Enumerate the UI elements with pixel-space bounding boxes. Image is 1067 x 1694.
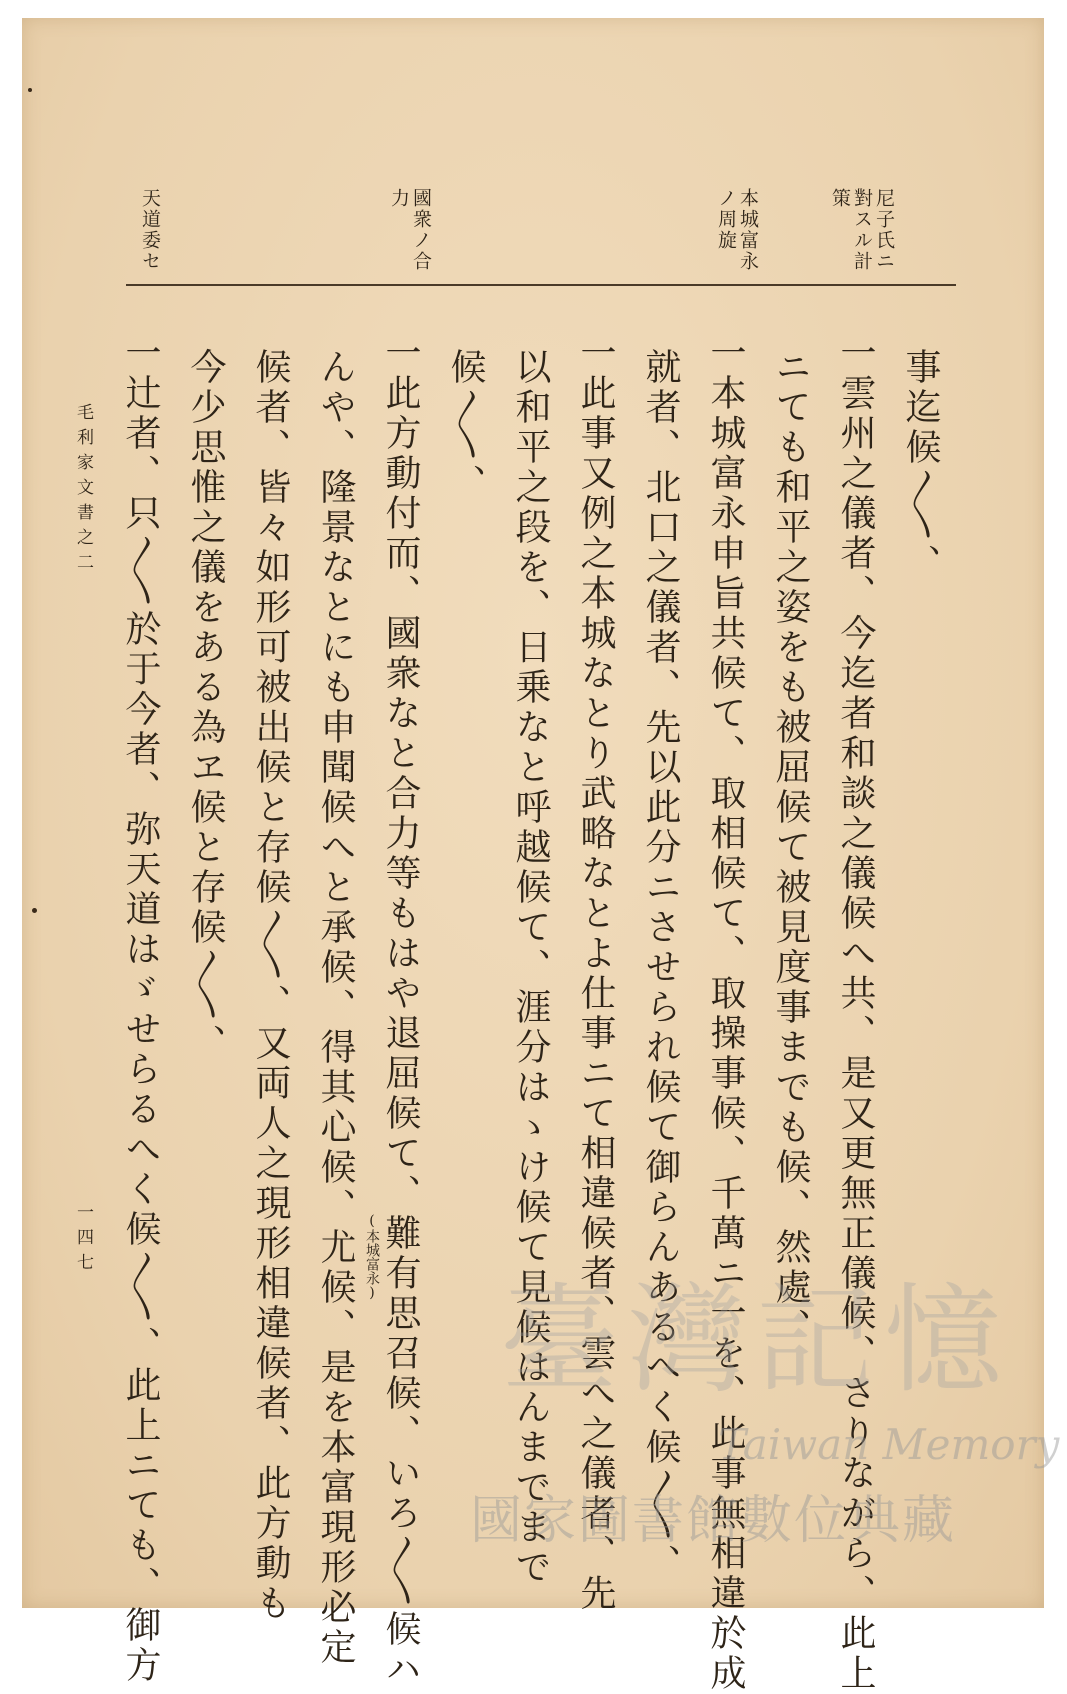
body-column: 候者、皆々如形可被出候と存候〳〵、又両人之現形相違候者、此方動も <box>250 348 291 1624</box>
body-column: 候〳〵、 <box>445 348 486 504</box>
margin-note: 力 <box>388 188 410 209</box>
inline-annotation: (本城富永) <box>364 1213 380 1301</box>
watermark-chinese: 國家圖書館數位典藏 <box>470 1491 957 1551</box>
header-rule <box>126 284 956 286</box>
body-column: 事迄候〳〵、 <box>900 348 941 584</box>
body-column: 一辻者、只〳〵於于今者、弥天道はゞせらるへく候〳〵、此上ニても、御方 <box>120 334 161 1686</box>
body-column: 一雲州之儀者、今迄者和談之儀候へ共、是又更無正儀候、さりながら、此上 <box>835 334 876 1694</box>
ink-speck <box>28 88 32 92</box>
body-column: 一本城富永申旨共候て、取相候て、取操事候、千萬ニ一を、此事無相違於成 <box>705 334 746 1694</box>
margin-note: 本城富永 <box>737 188 759 272</box>
ink-speck <box>32 908 37 913</box>
body-column: 一此方動付而、國衆なと合力等もはや退屈候て、難有思召候、いろ〳〵候ハ <box>380 334 421 1690</box>
margin-note: 對スル計 <box>851 188 873 272</box>
margin-note: 天道委セ <box>139 188 161 272</box>
margin-note: ノ周旋 <box>715 188 737 251</box>
margin-note: 國衆ノ合 <box>410 188 432 272</box>
watermark-logo: 臺灣記憶 <box>500 1271 1013 1409</box>
page-number: 一四七 <box>73 1203 93 1278</box>
body-column: 今少思惟之儀をある為ヱ候と存候〳〵、 <box>185 348 226 1064</box>
body-column: んや、隆景なとにも申聞候へと承候、得其心候、尤候、是を本富現形必定 <box>315 348 356 1668</box>
book-title: 毛利家文書之二 <box>73 403 93 578</box>
margin-note: 策 <box>829 188 851 209</box>
watermark-english: Taiwan Memory <box>718 1420 1060 1469</box>
body-column: ニても和平之姿をも被屈候て被見度事までも候、然處、 <box>770 348 811 1348</box>
margin-note: 尼子氏ニ <box>873 188 895 272</box>
body-column: 以和平之段を、日乗なと呼越候て、涯分はゝけ候て見候はんまでまで <box>510 348 551 1588</box>
body-column: 就者、北口之儀者、先以此分ニさせられ候て御らんあるへく候〳〵、 <box>640 348 681 1584</box>
body-column: 一此事又例之本城なとり武略なとよ仕事ニて相違候者、雲へ之儀者、先 <box>575 334 616 1614</box>
